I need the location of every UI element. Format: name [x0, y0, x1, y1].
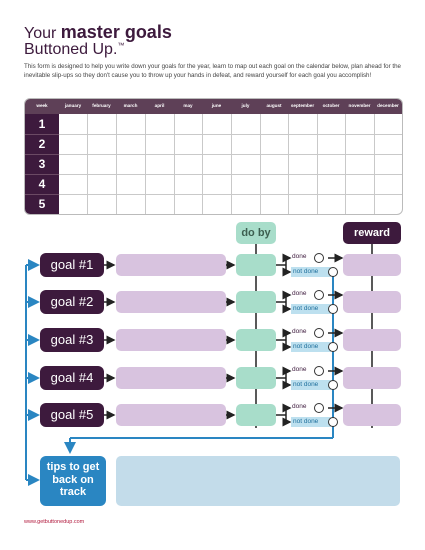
month-header: december: [377, 103, 399, 108]
done-label: done: [292, 403, 307, 410]
month-header: may: [183, 103, 193, 108]
reward-header: reward: [343, 222, 401, 244]
do-by-field[interactable]: [236, 329, 276, 351]
trademark-mark: ™: [117, 42, 125, 50]
goal-label: goal #3: [40, 328, 104, 352]
month-header: april: [154, 103, 165, 108]
do-by-field[interactable]: [236, 367, 276, 389]
not-done-label: not done: [291, 267, 331, 277]
do-by-header: do by: [236, 222, 276, 244]
tips-field[interactable]: [116, 456, 400, 506]
month-header: january: [64, 103, 82, 108]
done-checkbox[interactable]: [314, 253, 324, 263]
reward-field[interactable]: [343, 367, 401, 389]
not-done-checkbox[interactable]: [328, 342, 338, 352]
goal-field[interactable]: [116, 329, 226, 351]
not-done-checkbox[interactable]: [328, 267, 338, 277]
done-label: done: [292, 290, 307, 297]
not-done-label: not done: [291, 417, 331, 427]
week-number: 4: [38, 177, 46, 191]
week-number: 3: [38, 157, 46, 171]
week-header: week: [36, 103, 48, 108]
do-by-field[interactable]: [236, 254, 276, 276]
goal-label: goal #1: [40, 253, 104, 277]
intro-paragraph: This form is designed to help you write down your goals for the year, learn to map out each goal on the calendar below, plan ahead for the inevitable slip-ups so they don't cause you to throw up your hands in defeat, and reward yourself for each goal you accomplish!: [24, 63, 401, 79]
done-checkbox[interactable]: [314, 328, 324, 338]
goal-label: goal #4: [40, 366, 104, 390]
week-number: 5: [38, 197, 46, 211]
reward-field[interactable]: [343, 404, 401, 426]
done-checkbox[interactable]: [314, 366, 324, 376]
title-prefix: Your: [24, 25, 57, 42]
done-checkbox[interactable]: [314, 290, 324, 300]
done-checkbox[interactable]: [314, 403, 324, 413]
footer-url: www.getbuttonedup.com: [24, 519, 85, 525]
not-done-checkbox[interactable]: [328, 380, 338, 390]
goal-field[interactable]: [116, 254, 226, 276]
do-by-field[interactable]: [236, 291, 276, 313]
month-header: february: [92, 103, 111, 108]
tips-label: tips to get back on track: [40, 456, 106, 506]
month-header: september: [290, 103, 315, 108]
month-header: june: [211, 103, 222, 108]
goal-label: goal #5: [40, 403, 104, 427]
reward-field[interactable]: [343, 254, 401, 276]
month-header: july: [241, 103, 250, 108]
month-header: november: [348, 103, 371, 108]
do-by-field[interactable]: [236, 404, 276, 426]
month-header: october: [322, 103, 340, 108]
title-bold: master goals: [60, 22, 172, 42]
subtitle-text: Buttoned Up.: [24, 41, 118, 58]
week-number: 1: [38, 117, 46, 131]
not-done-label: not done: [291, 342, 331, 352]
goal-field[interactable]: [116, 404, 226, 426]
done-label: done: [292, 328, 307, 335]
done-label: done: [292, 253, 307, 260]
not-done-checkbox[interactable]: [328, 304, 338, 314]
not-done-label: not done: [291, 304, 331, 314]
month-header: march: [123, 103, 138, 108]
reward-field[interactable]: [343, 329, 401, 351]
reward-field[interactable]: [343, 291, 401, 313]
week-number: 2: [38, 137, 46, 151]
goal-field[interactable]: [116, 291, 226, 313]
not-done-checkbox[interactable]: [328, 417, 338, 427]
goal-field[interactable]: [116, 367, 226, 389]
month-header: august: [266, 103, 282, 108]
not-done-label: not done: [291, 380, 331, 390]
done-label: done: [292, 366, 307, 373]
goal-label: goal #2: [40, 290, 104, 314]
